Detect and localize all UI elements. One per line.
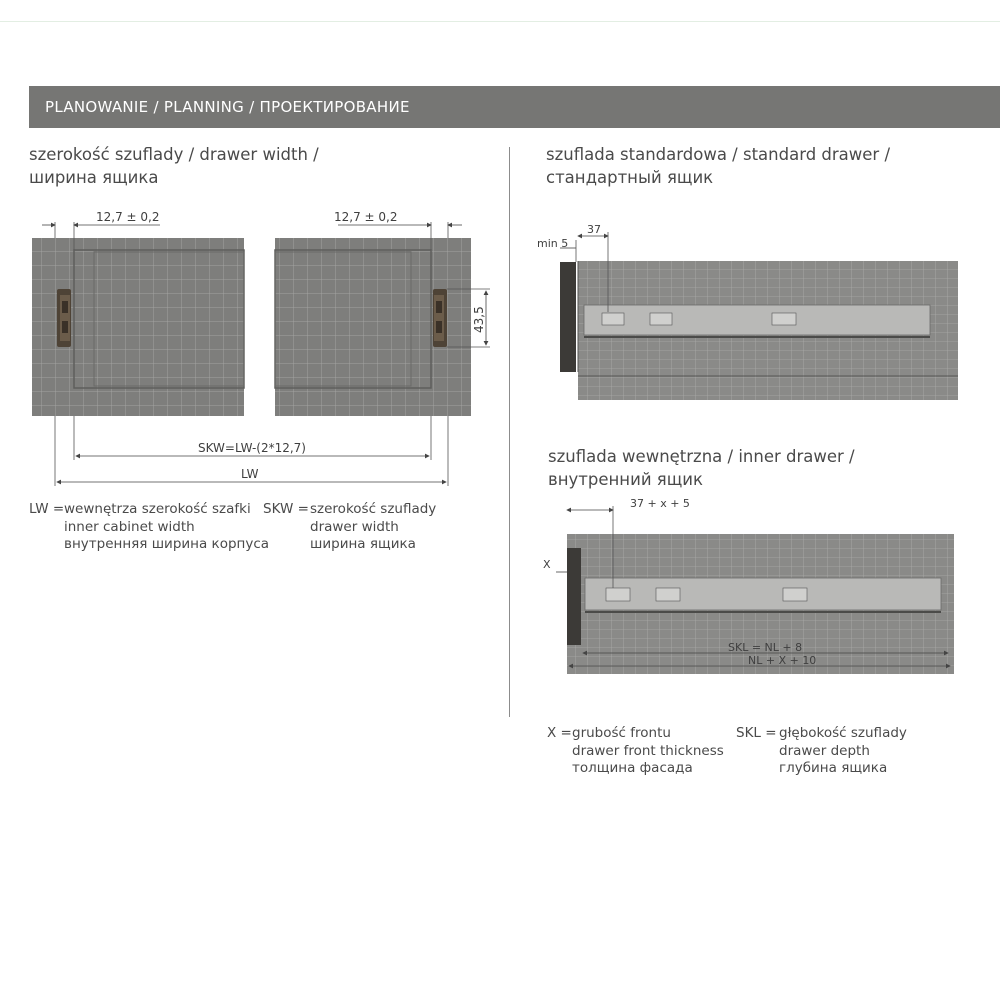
dim-label-37: 37	[587, 223, 601, 236]
legend-text: глубина ящика	[779, 760, 888, 776]
runner-rail	[584, 305, 930, 335]
legend-text: wewnętrza szerokość szafki	[64, 501, 251, 517]
drawer-front	[567, 548, 581, 645]
legend-text: drawer front thickness	[572, 742, 724, 759]
heading-line: szerokość szuflady / drawer width /	[29, 145, 319, 164]
dim-label-skl: SKL = NL + 8	[728, 641, 803, 654]
legend-skw	[263, 501, 453, 554]
standard-drawer-diagram	[537, 223, 958, 400]
heading-line: szuflada standardowa / standard drawer /	[546, 145, 891, 164]
legend-x	[547, 725, 732, 778]
dim-label-x: X	[543, 558, 551, 571]
break-mark-right	[267, 322, 275, 334]
legend-skl	[736, 725, 926, 778]
heading-line: стандартный ящик	[546, 168, 714, 187]
heading-line: szuflada wewnętrzna / inner drawer /	[548, 447, 855, 466]
drawer-width-diagram	[32, 210, 490, 486]
legend-text: внутренняя ширина корпуса	[64, 536, 270, 552]
heading-line: внутренний ящик	[548, 470, 703, 489]
inner-drawer-diagram	[543, 497, 954, 674]
runner-clip	[772, 313, 796, 325]
runner-clip	[650, 313, 672, 325]
heading-line: ширина ящика	[29, 168, 159, 187]
legend-text: толщина фасада	[572, 760, 693, 776]
legend-text: drawer depth	[779, 742, 870, 759]
dim-label-min5: min 5	[537, 237, 569, 250]
legend-text: inner cabinet width	[64, 518, 195, 535]
dim-label-height: 43,5	[472, 306, 486, 333]
legend-key: LW =	[29, 501, 65, 517]
legend-key: X =	[547, 725, 572, 741]
legend-text: ширина ящика	[310, 536, 416, 552]
runner-clip	[606, 588, 630, 601]
runner-clip	[656, 588, 680, 601]
runner-clip	[602, 313, 624, 325]
banner-title: PLANOWANIE / PLANNING / ПРОЕКТИРОВАНИЕ	[45, 98, 410, 116]
runner-right	[433, 289, 447, 347]
dim-label-37x5: 37 + x + 5	[630, 497, 690, 510]
dim-label-lw: LW	[241, 467, 259, 481]
legend-key: SKL =	[736, 725, 777, 741]
dim-label-nl: NL + X + 10	[748, 654, 817, 667]
legend-text: grubość frontu	[572, 725, 671, 741]
drawer-front	[560, 262, 576, 372]
legend-key: SKW =	[263, 501, 309, 517]
runner-rail	[585, 578, 941, 610]
break-mark-left	[244, 322, 252, 334]
legend-text: głębokość szuflady	[779, 725, 907, 741]
dim-label-skw: SKW=LW-(2*12,7)	[198, 441, 306, 455]
legend-lw	[29, 501, 270, 554]
dim-label-left: 12,7 ± 0,2	[96, 210, 160, 224]
dim-label-right: 12,7 ± 0,2	[334, 210, 398, 224]
legend-text: szerokość szuflady	[310, 501, 437, 517]
legend-text: drawer width	[310, 518, 399, 535]
runner-clip	[783, 588, 807, 601]
runner-left	[57, 289, 71, 347]
